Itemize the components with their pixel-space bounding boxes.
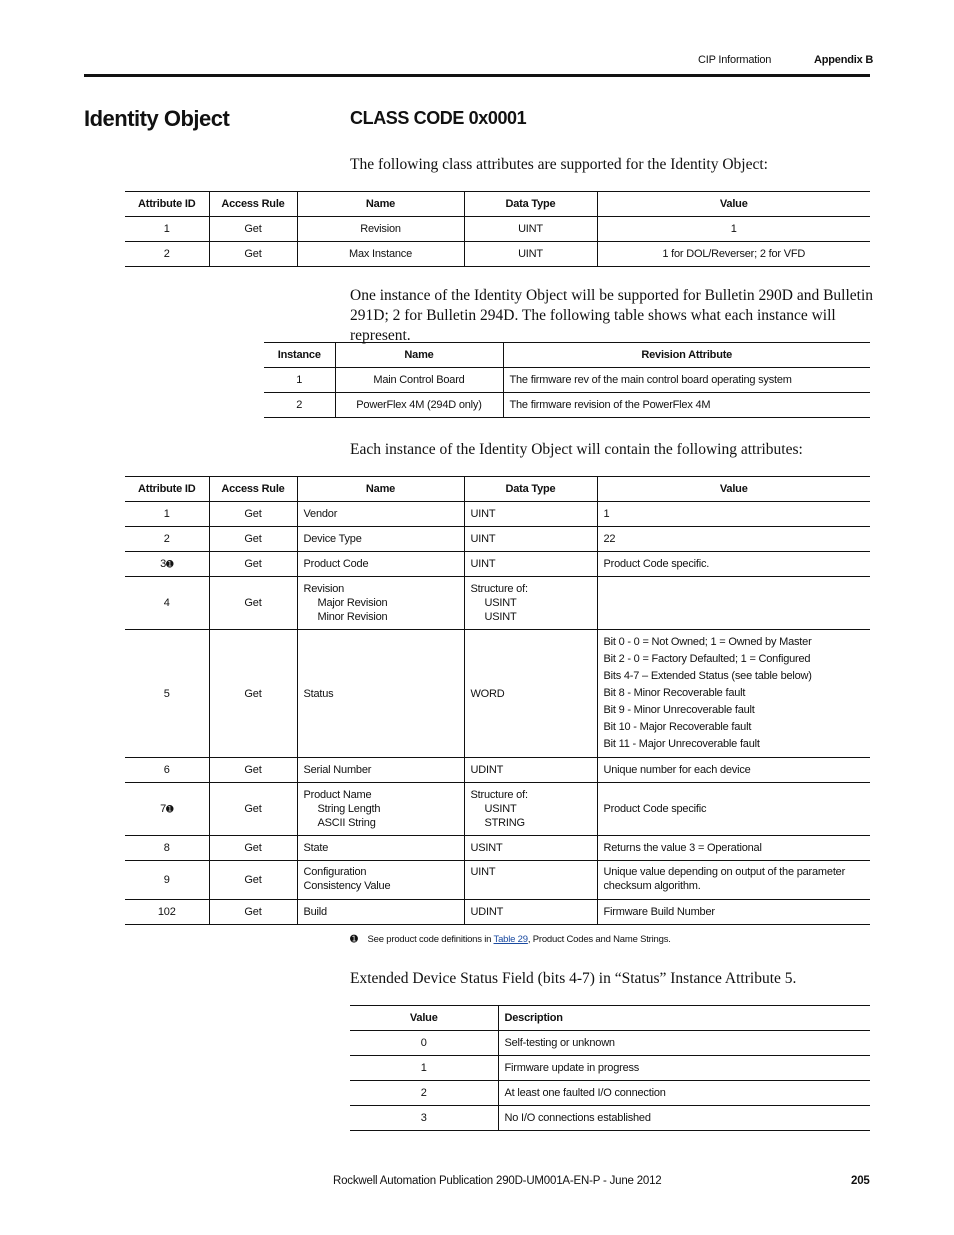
- table-row: [125, 758, 870, 783]
- header-appendix: Appendix B: [814, 54, 874, 66]
- cell: 102: [125, 900, 209, 925]
- class-attributes-table: [125, 191, 870, 267]
- footnote-marker: ➊: [166, 559, 174, 569]
- cell: [464, 577, 597, 630]
- cell: [125, 783, 209, 836]
- col-attribute-id: Attribute ID: [125, 192, 209, 217]
- cell: Firmware Build Number: [597, 900, 870, 925]
- status-bit: Bit 11 - Major Unrecoverable fault: [603, 738, 760, 750]
- table-row: [264, 393, 870, 418]
- cell: 1: [350, 1056, 498, 1081]
- table-header-row: [350, 1006, 870, 1031]
- cell: UINT: [464, 217, 597, 242]
- col-data-type: Data Type: [464, 477, 597, 502]
- cell: [597, 861, 870, 900]
- cell: PowerFlex 4M (294D only): [335, 393, 503, 418]
- cell: 8: [125, 836, 209, 861]
- col-revision-attribute: Revision Attribute: [503, 343, 870, 368]
- cell: 1: [125, 217, 209, 242]
- col-name: Name: [335, 343, 503, 368]
- cell: Serial Number: [297, 758, 464, 783]
- table-row: [125, 861, 870, 900]
- cell: 1 for DOL/Reverser; 2 for VFD: [597, 242, 870, 267]
- footnote-marker: ➊: [166, 804, 174, 814]
- cell: [297, 783, 464, 836]
- cell: Status: [297, 630, 464, 758]
- cell: 3: [350, 1106, 498, 1131]
- value-line: Unique value depending on output of the parameter: [603, 866, 846, 878]
- cell: 1: [597, 217, 870, 242]
- cell: Vendor: [297, 502, 464, 527]
- status-bit: Bit 10 - Major Recoverable fault: [603, 721, 752, 733]
- cell: Product Code: [297, 552, 464, 577]
- field-name: Product Name: [303, 789, 372, 801]
- data-subtype: USINT: [484, 597, 517, 609]
- field-name: Configuration: [303, 866, 367, 878]
- cell: Get: [209, 502, 297, 527]
- cell: Firmware update in progress: [498, 1056, 870, 1081]
- cell: Get: [209, 758, 297, 783]
- page-number: 205: [851, 1175, 870, 1187]
- field-subname: Minor Revision: [317, 611, 388, 623]
- cell: No I/O connections established: [498, 1106, 870, 1131]
- cell: 2: [125, 242, 209, 267]
- cell: Get: [209, 861, 297, 900]
- col-description: Description: [498, 1006, 870, 1031]
- cell: 1: [264, 368, 335, 393]
- cell: 9: [125, 861, 209, 900]
- table-header-row: [264, 343, 870, 368]
- table-row: [125, 783, 870, 836]
- cell: [464, 783, 597, 836]
- cell: UINT: [464, 502, 597, 527]
- cell: [597, 577, 870, 630]
- field-name: Consistency Value: [303, 880, 391, 892]
- intro-paragraph: The following class attributes are supported for the Identity Object:: [350, 156, 768, 173]
- cell: Returns the value 3 = Operational: [597, 836, 870, 861]
- col-name: Name: [297, 192, 464, 217]
- cell: Unique number for each device: [597, 758, 870, 783]
- field-name: Revision: [303, 583, 345, 595]
- table-row: [125, 900, 870, 925]
- table-row: [125, 527, 870, 552]
- cell: The firmware revision of the PowerFlex 4M: [503, 393, 870, 418]
- cell: 1: [597, 502, 870, 527]
- data-subtype: STRING: [484, 817, 525, 829]
- col-value: Value: [597, 192, 870, 217]
- cell: At least one faulted I/O connection: [498, 1081, 870, 1106]
- cell: Max Instance: [297, 242, 464, 267]
- cell: USINT: [464, 836, 597, 861]
- cell: 2: [350, 1081, 498, 1106]
- table-header-row: [125, 477, 870, 502]
- cell: UINT: [464, 242, 597, 267]
- cell: 0: [350, 1031, 498, 1056]
- footnote-marker: ➊: [350, 934, 358, 945]
- data-subtype: USINT: [484, 611, 517, 623]
- col-name: Name: [297, 477, 464, 502]
- table-row: [125, 242, 870, 267]
- table-header-row: [125, 192, 870, 217]
- cell: Build: [297, 900, 464, 925]
- footnote-text: See product code definitions in: [367, 934, 494, 945]
- cell: UDINT: [464, 758, 597, 783]
- cell: Get: [209, 577, 297, 630]
- col-data-type: Data Type: [464, 192, 597, 217]
- col-value: Value: [597, 477, 870, 502]
- cell: 4: [125, 577, 209, 630]
- data-type: Structure of:: [470, 583, 528, 595]
- cell: [297, 861, 464, 900]
- cell: Get: [209, 836, 297, 861]
- cell: Device Type: [297, 527, 464, 552]
- cell: Get: [209, 242, 297, 267]
- data-type: Structure of:: [470, 789, 528, 801]
- instance-attributes-table: [125, 476, 870, 925]
- col-value: Value: [350, 1006, 498, 1031]
- cell: [597, 630, 870, 758]
- cell: Get: [209, 900, 297, 925]
- col-instance: Instance: [264, 343, 335, 368]
- instance-paragraph-line2: 291D; 2 for Bulletin 294D. The following table shows what each instance will represent.: [350, 307, 836, 344]
- field-subname: String Length: [317, 803, 381, 815]
- table-row: [125, 836, 870, 861]
- table-row: [125, 502, 870, 527]
- cell: Self-testing or unknown: [498, 1031, 870, 1056]
- table-row: [125, 552, 870, 577]
- cell: [125, 552, 209, 577]
- instance-paragraph: [350, 286, 880, 346]
- cell: The firmware rev of the main control board operating system: [503, 368, 870, 393]
- cell: WORD: [464, 630, 597, 758]
- header-section: CIP Information: [698, 54, 772, 66]
- table-29-link[interactable]: Table 29: [493, 934, 528, 945]
- cell: UDINT: [464, 900, 597, 925]
- table-row: [350, 1056, 870, 1081]
- extended-status-table: [350, 1005, 870, 1131]
- cell: Main Control Board: [335, 368, 503, 393]
- value-line: checksum algorithm.: [603, 880, 701, 892]
- attribute-id: 7: [160, 803, 167, 815]
- class-code-heading: CLASS CODE 0x0001: [350, 108, 527, 128]
- cell: Get: [209, 527, 297, 552]
- footnote-text-end: , Product Codes and Name Strings.: [527, 934, 671, 945]
- instance-table: [264, 342, 870, 418]
- instance-paragraph-line1: One instance of the Identity Object will be supported for Bulletin 290D and Bulletin: [350, 287, 874, 304]
- cell: 1: [125, 502, 209, 527]
- extended-status-paragraph: Extended Device Status Field (bits 4-7) in “Status” Instance Attribute 5.: [350, 970, 797, 987]
- col-attribute-id: Attribute ID: [125, 477, 209, 502]
- cell: UINT: [464, 861, 597, 900]
- field-subname: Major Revision: [317, 597, 388, 609]
- attributes-paragraph: Each instance of the Identity Object will contain the following attributes:: [350, 441, 803, 458]
- cell: Product Code specific.: [597, 552, 870, 577]
- header-rule: [84, 74, 870, 77]
- cell: UINT: [464, 552, 597, 577]
- page-title: Identity Object: [84, 106, 230, 131]
- cell: Get: [209, 217, 297, 242]
- cell: Revision: [297, 217, 464, 242]
- field-subname: ASCII String: [317, 817, 376, 829]
- table-footnote: [350, 934, 671, 945]
- cell: Product Code specific: [597, 783, 870, 836]
- status-bit: Bits 4-7 – Extended Status (see table below): [603, 670, 812, 682]
- cell: Get: [209, 783, 297, 836]
- cell: 5: [125, 630, 209, 758]
- cell: Get: [209, 630, 297, 758]
- cell: 6: [125, 758, 209, 783]
- table-row: [350, 1106, 870, 1131]
- table-row: [125, 217, 870, 242]
- cell: 22: [597, 527, 870, 552]
- cell: Get: [209, 552, 297, 577]
- status-bit: Bit 2 - 0 = Factory Defaulted; 1 = Configured: [603, 653, 811, 665]
- status-bit: Bit 0 - 0 = Not Owned; 1 = Owned by Master: [603, 636, 812, 648]
- status-bit: Bit 8 - Minor Recoverable fault: [603, 687, 746, 699]
- col-access-rule: Access Rule: [209, 192, 297, 217]
- cell: 2: [125, 527, 209, 552]
- table-row: [350, 1031, 870, 1056]
- cell: UINT: [464, 527, 597, 552]
- table-row: [264, 368, 870, 393]
- table-row: [350, 1081, 870, 1106]
- attribute-id: 3: [160, 558, 167, 570]
- status-bit: Bit 9 - Minor Unrecoverable fault: [603, 704, 755, 716]
- data-subtype: USINT: [484, 803, 517, 815]
- cell: [297, 577, 464, 630]
- table-row: [125, 577, 870, 630]
- footer-publication: Rockwell Automation Publication 290D-UM001A-EN-P - June 2012: [333, 1175, 662, 1187]
- table-row: [125, 630, 870, 758]
- col-access-rule: Access Rule: [209, 477, 297, 502]
- cell: State: [297, 836, 464, 861]
- cell: 2: [264, 393, 335, 418]
